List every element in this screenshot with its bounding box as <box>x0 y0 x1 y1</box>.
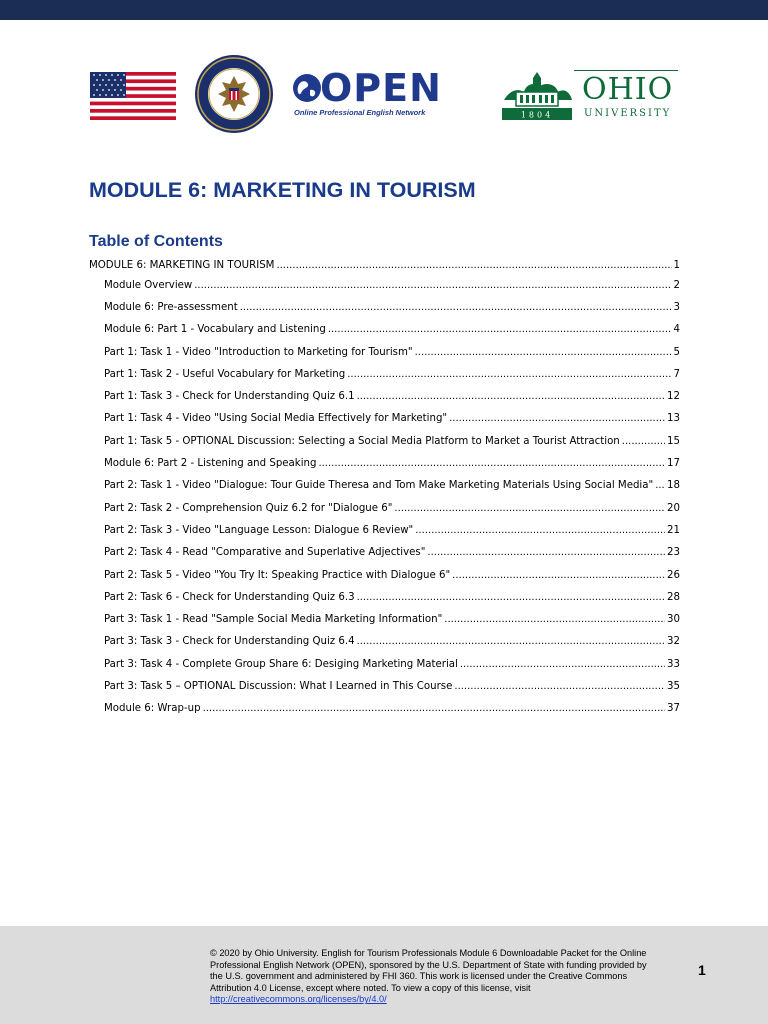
toc-entry-page: 13 <box>667 413 680 425</box>
toc-entry-label: Part 2: Task 6 - Check for Understanding Quiz 6.3 <box>104 591 355 603</box>
toc-leader-dots <box>347 369 671 380</box>
toc-entry-page: 35 <box>667 680 680 692</box>
toc-leader-dots <box>427 547 665 558</box>
toc-leader-dots <box>194 280 671 291</box>
toc-entry-label: Part 2: Task 3 - Video "Language Lesson: Dialogue 6 Review" <box>104 524 414 536</box>
toc-leader-dots <box>318 458 665 469</box>
toc-entry-label: Part 2: Task 2 - Comprehension Quiz 6.2 for "Dialogue 6" <box>104 502 393 514</box>
open-wordmark: OPEN <box>320 66 442 110</box>
toc-entry[interactable] <box>89 296 680 318</box>
toc-entry-page: 15 <box>667 435 680 447</box>
toc-entry-page: 3 <box>673 301 680 313</box>
page-footer <box>0 926 768 1024</box>
toc-entry-page: 21 <box>667 524 680 536</box>
toc-entry[interactable] <box>89 564 680 586</box>
toc-leader-dots <box>415 347 672 358</box>
toc-entry-label: Part 3: Task 5 – OPTIONAL Discussion: What I Learned in This Course <box>104 680 453 692</box>
toc-entry-page: 26 <box>667 569 680 581</box>
module-title: MODULE 6: MARKETING IN TOURISM <box>89 178 476 202</box>
toc-entry-label: Part 3: Task 1 - Read "Sample Social Media Marketing Information" <box>104 614 443 626</box>
toc-entry[interactable] <box>89 497 680 519</box>
toc-entry-label: Part 1: Task 4 - Video "Using Social Media Effectively for Marketing" <box>104 413 448 425</box>
toc-entry-label: Part 1: Task 2 - Useful Vocabulary for Marketing <box>104 368 346 380</box>
toc-leader-dots <box>203 703 665 714</box>
logo-header <box>0 52 768 147</box>
toc-entry-label: Part 2: Task 4 - Read "Comparative and Superlative Adjectives" <box>104 547 426 559</box>
toc-leader-dots <box>394 503 665 514</box>
open-logo <box>292 66 442 126</box>
toc-entry-page: 28 <box>667 591 680 603</box>
toc-entry-label: Part 2: Task 1 - Video "Dialogue: Tour Guide Theresa and Tom Make Marketing Materials Using Social Media" <box>104 480 654 492</box>
toc-entry-label: Part 2: Task 5 - Video "You Try It: Speaking Practice with Dialogue 6" <box>104 569 451 581</box>
toc-entry[interactable] <box>89 408 680 430</box>
toc-entry-page: 5 <box>673 346 680 358</box>
toc-entry[interactable] <box>89 586 680 608</box>
toc-entry[interactable] <box>89 653 680 675</box>
toc-entry-page: 7 <box>673 368 680 380</box>
toc-entry[interactable] <box>89 698 680 720</box>
toc-leader-dots <box>240 302 672 313</box>
ohio-year: 1804 <box>520 110 554 120</box>
toc-leader-dots <box>449 413 665 424</box>
toc-entry-page: 30 <box>667 614 680 626</box>
table-of-contents <box>89 257 680 720</box>
page-number: 1 <box>698 962 706 978</box>
toc-entry-page: 12 <box>667 391 680 403</box>
toc-entry-page: 4 <box>673 324 680 336</box>
copyright-notice <box>210 948 660 1006</box>
toc-leader-dots <box>622 436 665 447</box>
toc-entry[interactable] <box>89 363 680 385</box>
ohio-rule <box>574 70 678 71</box>
toc-entry-label: Module 6: Part 2 - Listening and Speaking <box>104 458 317 470</box>
toc-entry[interactable] <box>89 274 680 296</box>
toc-leader-dots <box>328 324 672 335</box>
toc-entry[interactable] <box>89 452 680 474</box>
toc-leader-dots <box>415 525 665 536</box>
toc-entry-label: Part 1: Task 5 - OPTIONAL Discussion: Selecting a Social Media Platform to Market a Tourist Attraction <box>104 435 620 447</box>
toc-entry[interactable] <box>89 608 680 630</box>
toc-entry-page: 2 <box>673 279 680 291</box>
us-flag-icon <box>90 72 176 120</box>
top-bar <box>0 0 768 20</box>
toc-entry-page: 33 <box>667 658 680 670</box>
toc-entry-label: Part 3: Task 3 - Check for Understanding Quiz 6.4 <box>104 636 355 648</box>
toc-leader-dots <box>452 570 665 581</box>
toc-entry[interactable] <box>89 631 680 653</box>
ohio-subtitle: UNIVERSITY <box>584 108 672 119</box>
toc-entry[interactable] <box>89 430 680 452</box>
toc-entry[interactable] <box>89 519 680 541</box>
toc-entry[interactable] <box>89 475 680 497</box>
toc-entry[interactable] <box>89 341 680 363</box>
toc-leader-dots <box>357 636 665 647</box>
toc-entry[interactable] <box>89 257 680 274</box>
toc-entry-label: Module Overview <box>104 279 193 291</box>
toc-entry-page: 20 <box>667 502 680 514</box>
toc-entry-label: Part 3: Task 4 - Complete Group Share 6: Desiging Marketing Material <box>104 658 458 670</box>
toc-entry-label: Module 6: Pre-assessment <box>104 301 238 313</box>
ohio-university-logo <box>500 68 680 124</box>
toc-entry-page: 23 <box>667 547 680 559</box>
ohio-wordmark: OHIO <box>582 72 674 107</box>
ohio-building-icon <box>500 70 574 122</box>
toc-entry-page: 32 <box>667 636 680 648</box>
toc-entry-label: MODULE 6: MARKETING IN TOURISM <box>89 260 275 271</box>
toc-entry-label: Part 1: Task 1 - Video "Introduction to Marketing for Tourism" <box>104 346 413 358</box>
toc-leader-dots <box>460 659 665 670</box>
globe-icon <box>292 73 322 103</box>
toc-leader-dots <box>444 614 665 625</box>
toc-entry-page: 37 <box>667 703 680 715</box>
toc-leader-dots <box>357 592 665 603</box>
toc-entry-label: Module 6: Wrap-up <box>104 703 201 715</box>
toc-leader-dots <box>655 480 665 491</box>
toc-entry-page: 1 <box>673 260 680 271</box>
toc-entry[interactable] <box>89 385 680 407</box>
toc-leader-dots <box>276 260 671 271</box>
toc-entry-page: 17 <box>667 458 680 470</box>
toc-entry-label: Module 6: Part 1 - Vocabulary and Listening <box>104 324 326 336</box>
department-of-state-seal-icon <box>194 54 274 134</box>
open-tagline: Online Professional English Network <box>294 108 426 117</box>
toc-entry[interactable] <box>89 319 680 341</box>
toc-entry[interactable] <box>89 675 680 697</box>
toc-leader-dots <box>454 681 665 692</box>
toc-heading: Table of Contents <box>89 233 223 250</box>
toc-leader-dots <box>357 391 665 402</box>
toc-entry-page: 18 <box>667 480 680 492</box>
toc-entry-label: Part 1: Task 3 - Check for Understanding Quiz 6.1 <box>104 391 355 403</box>
license-link[interactable]: http://creativecommons.org/licenses/by/4.0/ <box>210 994 387 1005</box>
toc-entry[interactable] <box>89 542 680 564</box>
copyright-text: © 2020 by Ohio University. English for Tourism Professionals Module 6 Downloadable Packet for the Online Professional English Network (OPEN), sponsored by the U.S. Department of State with funding provided by the U.S. government and administered by FHI 360. This work is licensed under the Creative Commons Attribution 4.0 License, except where noted. To view a copy of this license, visit <box>210 948 647 993</box>
